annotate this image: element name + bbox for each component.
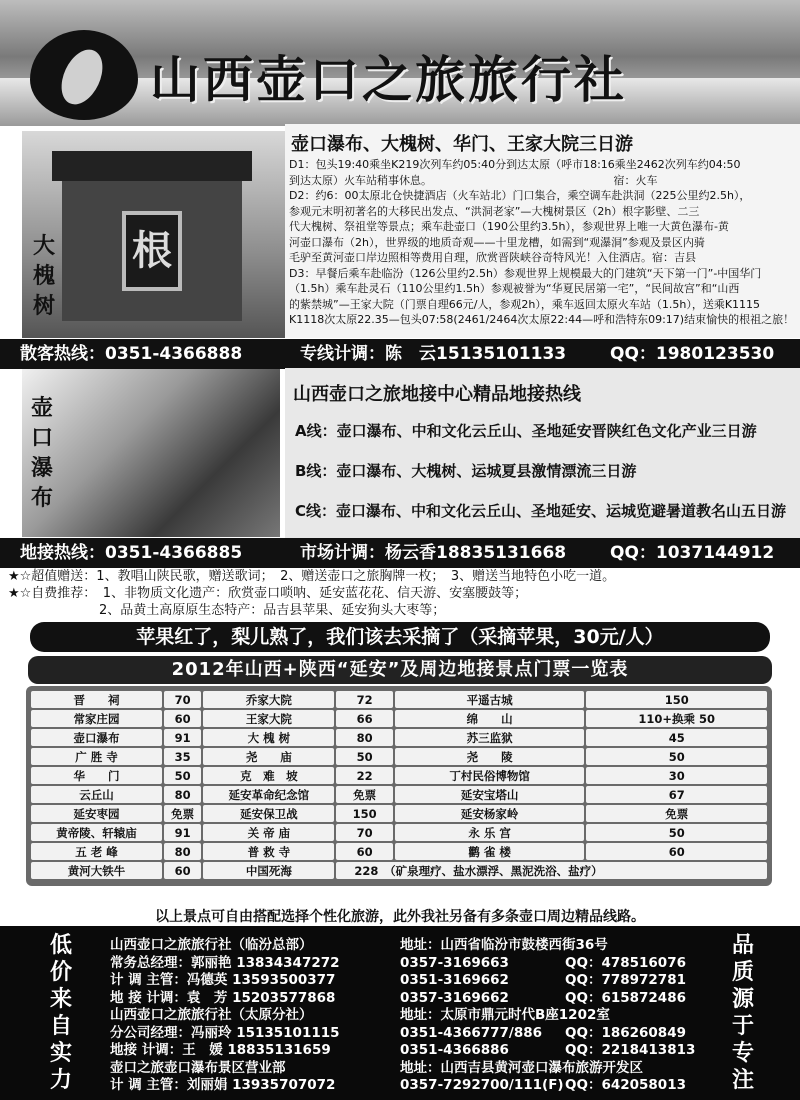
table-cell: 80	[336, 729, 393, 746]
contact-row	[110, 1006, 710, 1024]
footer-note: 以上景点可自由搭配选择个性化旅游，此外我社另备有多条壶口周边精品线路。	[155, 909, 645, 925]
contact-field: QQ：478516076	[565, 954, 686, 971]
contact-field: 山西壶口之旅旅行社（临汾总部）	[110, 937, 313, 953]
contact-row	[110, 936, 710, 954]
table-cell: 免票	[164, 805, 201, 822]
table-cell: 关 帝 庙	[203, 824, 334, 841]
tour2-title: 山西壶口之旅地接中心精品地接热线	[293, 384, 581, 405]
contact-row	[110, 954, 710, 972]
contact-field: 0351-4366777/886	[400, 1024, 543, 1041]
table-cell: 70	[164, 691, 201, 708]
table-row	[31, 691, 767, 708]
contact-footer	[0, 926, 800, 1100]
gate-illustration	[62, 151, 242, 321]
photo1-label: 大 槐 树	[32, 234, 55, 319]
contact-field: 地接 计调：王 媛 18835131659	[110, 1042, 331, 1058]
contact-field: QQ：186260849	[565, 1024, 686, 1041]
table-cell: 华 门	[31, 767, 162, 784]
table-cell: 60	[164, 862, 201, 879]
slogan-char: 品	[731, 933, 754, 958]
contact-field: 分公司经理：冯丽玲 15135101115	[110, 1024, 340, 1041]
table-cell: 延安枣园	[31, 805, 162, 822]
company-logo	[30, 30, 138, 120]
table-row	[31, 786, 767, 803]
route-c: C线：壶口瀑布、中和文化云丘山、圣地延安、运城览避暑道教名山五日游	[295, 502, 787, 520]
table-cell: 110+换乘 50	[586, 710, 767, 727]
table-cell: 免票	[336, 786, 393, 803]
table-cell: 黄帝陵、轩辕庙	[31, 824, 162, 841]
contact-field: 地 接 计调：袁 芳 15203577868	[110, 989, 336, 1006]
table-cell: 延安革命纪念馆	[203, 786, 334, 803]
table-cell: 广 胜 寺	[31, 748, 162, 765]
contact-field: 0351-4366886	[400, 1042, 509, 1058]
contact-row	[110, 971, 710, 989]
tour1-section	[285, 124, 800, 338]
hotline2-mid: 市场计调：杨云香18835131668	[300, 543, 567, 563]
table-cell: 延安杨家岭	[395, 805, 585, 822]
table-cell: 永 乐 宫	[395, 824, 585, 841]
slogan-char: 来	[49, 987, 72, 1012]
apple-picking-banner: 苹果红了，梨儿熟了，我们该去采摘了（采摘苹果，30元/人）	[30, 622, 770, 652]
table-row	[31, 824, 767, 841]
table-cell: 91	[164, 824, 201, 841]
tour1-title: 壶口瀑布、大槐树、华门、王家大院三日游	[291, 134, 633, 155]
contact-list	[110, 936, 710, 1094]
table-cell: 丁村民俗博物馆	[395, 767, 585, 784]
contact-field: 0351-3169662	[400, 972, 509, 988]
table-cell: 五 老 峰	[31, 843, 162, 860]
photo2-label: 壶 口 瀑 布	[30, 396, 53, 511]
slogan-char: 注	[731, 1068, 754, 1093]
table-cell: 壶口瀑布	[31, 729, 162, 746]
hotline1-mid: 专线计调：陈 云15135101133	[300, 344, 567, 364]
slogan-char: 自	[49, 1014, 72, 1039]
table-cell: 91	[164, 729, 201, 746]
table-cell: 50	[586, 748, 767, 765]
route-b: B线：壶口瀑布、大槐树、运城夏县激情漂流三日游	[295, 462, 637, 480]
contact-field: 计 调 主管：刘丽娟 13935707072	[110, 1077, 336, 1093]
contact-row	[110, 1041, 710, 1059]
hotline2-right: QQ：1037144912	[610, 543, 775, 563]
company-title: 山西壶口之旅旅行社	[150, 51, 627, 109]
hotline1-right: QQ：1980123530	[610, 344, 775, 364]
table-row	[31, 805, 767, 822]
gen-sign: 根	[122, 211, 182, 291]
contact-field: QQ：615872486	[565, 989, 686, 1006]
table-row	[31, 729, 767, 746]
gift-line-3: 2、品黄土高原原生态特产：品吉县苹果、延安狗头大枣等；	[8, 603, 446, 618]
table-cell: 鹳 雀 楼	[395, 843, 585, 860]
contact-row	[110, 1059, 710, 1077]
contact-field: 山西壶口之旅旅行社（太原分社）	[110, 1007, 313, 1023]
table-row	[31, 767, 767, 784]
contact-field: 地址：山西省临汾市鼓楼西街36号	[400, 937, 608, 953]
hotline2-left: 地接热线：0351-4366885	[20, 543, 243, 563]
slogan-char: 价	[49, 960, 72, 985]
table-cell: 尧 陵	[395, 748, 585, 765]
table-cell: 尧 庙	[203, 748, 334, 765]
slogan-char: 源	[731, 987, 754, 1012]
table-cell: 60	[336, 843, 393, 860]
contact-field: 0357-3169663	[400, 954, 509, 971]
table-cell: 50	[586, 824, 767, 841]
contact-field: 常务总经理：郭丽艳 13834347272	[110, 954, 340, 971]
gift-line-2: ★☆自费推荐： 1、非物质文化遗产：欣赏壶口唢呐、延安蓝花花、信天游、安塞腰鼓等；	[8, 586, 528, 601]
table-cell: 72	[336, 691, 393, 708]
table-cell: 延安保卫战	[203, 805, 334, 822]
table-cell: 150	[336, 805, 393, 822]
contact-field: 地址：太原市鼎元时代B座1202室	[400, 1007, 610, 1023]
ticket-table-title: 2012年山西+陕西“延安”及周边地接景点门票一览表	[28, 656, 772, 684]
slogan-right	[726, 932, 760, 1094]
table-cell: 克 难 坡	[203, 767, 334, 784]
table-cell: 延安宝塔山	[395, 786, 585, 803]
contact-field: 壶口之旅壶口瀑布景区营业部	[110, 1059, 286, 1076]
contact-row	[110, 989, 710, 1007]
table-cell: 80	[164, 843, 201, 860]
slogan-char: 专	[731, 1041, 754, 1066]
table-cell: 70	[336, 824, 393, 841]
table-cell: 大 槐 树	[203, 729, 334, 746]
slogan-char: 低	[49, 933, 72, 958]
table-row	[31, 862, 767, 879]
table-cell: 60	[164, 710, 201, 727]
contact-field: QQ：642058013	[565, 1077, 686, 1093]
slogan-char: 力	[49, 1068, 72, 1093]
contact-row	[110, 1076, 710, 1094]
table-cell: 中国死海	[203, 862, 334, 879]
table-cell: 228 （矿泉理疗、盐水漂浮、黑泥洗浴、盐疗）	[336, 862, 767, 879]
table-cell: 45	[586, 729, 767, 746]
table-cell: 150	[586, 691, 767, 708]
hukou-waterfall-photo	[22, 369, 280, 537]
table-cell: 普 救 寺	[203, 843, 334, 860]
gift-line-1: ★☆超值赠送：1、教唱山陕民歌，赠送歌词； 2、赠送壶口之旅胸牌一枚； 3、赠送当地特色小吃一道。	[8, 569, 616, 584]
slogan-left	[44, 932, 78, 1094]
table-row	[31, 710, 767, 727]
route-a: A线：壶口瀑布、中和文化云丘山、圣地延安晋陕红色文化产业三日游	[295, 422, 757, 440]
hotline-bar-1	[0, 339, 800, 369]
contact-field: 0357-7292700/111(F)	[400, 1077, 564, 1093]
slogan-char: 于	[731, 1014, 754, 1039]
slogan-char: 实	[49, 1041, 72, 1066]
table-cell: 平遥古城	[395, 691, 585, 708]
table-cell: 王家大院	[203, 710, 334, 727]
table-cell: 50	[164, 767, 201, 784]
contact-field: 0357-3169662	[400, 989, 509, 1006]
table-cell: 80	[164, 786, 201, 803]
table-cell: 免票	[586, 805, 767, 822]
table-cell: 22	[336, 767, 393, 784]
table-cell: 晋 祠	[31, 691, 162, 708]
table-cell: 苏三监狱	[395, 729, 585, 746]
dahuaishu-photo	[22, 131, 285, 338]
table-cell: 50	[336, 748, 393, 765]
table-row	[31, 843, 767, 860]
contact-field: QQ：2218413813	[565, 1042, 696, 1058]
table-cell: 绵 山	[395, 710, 585, 727]
contact-row	[110, 1024, 710, 1042]
table-cell: 67	[586, 786, 767, 803]
contact-field: 地址：山西吉县黄河壶口瀑布旅游开发区	[400, 1059, 643, 1076]
contact-field: QQ：778972781	[565, 972, 686, 988]
table-cell: 30	[586, 767, 767, 784]
table-cell: 35	[164, 748, 201, 765]
hotline-bar-2	[0, 538, 800, 568]
table-cell: 66	[336, 710, 393, 727]
tour2-section	[285, 368, 800, 539]
table-cell: 60	[586, 843, 767, 860]
table-cell: 乔家大院	[203, 691, 334, 708]
table-row	[31, 748, 767, 765]
slogan-char: 质	[731, 960, 754, 985]
table-cell: 云丘山	[31, 786, 162, 803]
contact-field: 计 调 主管：冯德英 13593500377	[110, 972, 336, 988]
table-cell: 常家庄园	[31, 710, 162, 727]
table-cell: 黄河大铁牛	[31, 862, 162, 879]
tour1-itinerary: D1：包头19:40乘坐K219次列车约05:40分到达太原（呼市18:16乘坐2462次列车约04:50 到达太原）火车站稍事休息。 宿：火车 D2：约6：00太原北仓快捷酒店（火车站北）门口集合，乘空调车赴洪洞（225公里约2.5h）， 参观元末明初著名的大移民出发点、“洪洞老家”—大槐树景区（2h）根字影壁、二三 代大槐树、祭祖堂等景点；乘车赴壶口（190公里约3.5h），参观世界上唯一大黄色瀑布-黄 河壶口瀑布（2h），世界级的地质奇观——十里龙槽，如需到“观瀑洞”参观及景区内骑 毛驴至黄河壶口岸边照相等费用自理，欣赏晋陕峡谷奇特风光！入住酒店。宿：吉县 D3：早餐后乘车赴临汾（126公里约2.5h）参观世界上规模最大的门建筑“天下第一门”-中国华门 （1.5h）乘车赴灵石（110公里约1.5h）参观被誉为“华夏民居第一宅”，“民间故宫”和“山西 的紫禁城”—王家大院（门票自理66元/人，参观2h），乘车返回太原火车站（1.5h），送乘K1115 K1118次太原22.35—包头07:58(2461/2464次太原22:44—呼和浩特东09:17)结束愉快的根祖之旅！	[289, 158, 795, 326]
ticket-table	[26, 686, 772, 886]
hotline1-left: 散客热线：0351-4366888	[20, 344, 243, 364]
